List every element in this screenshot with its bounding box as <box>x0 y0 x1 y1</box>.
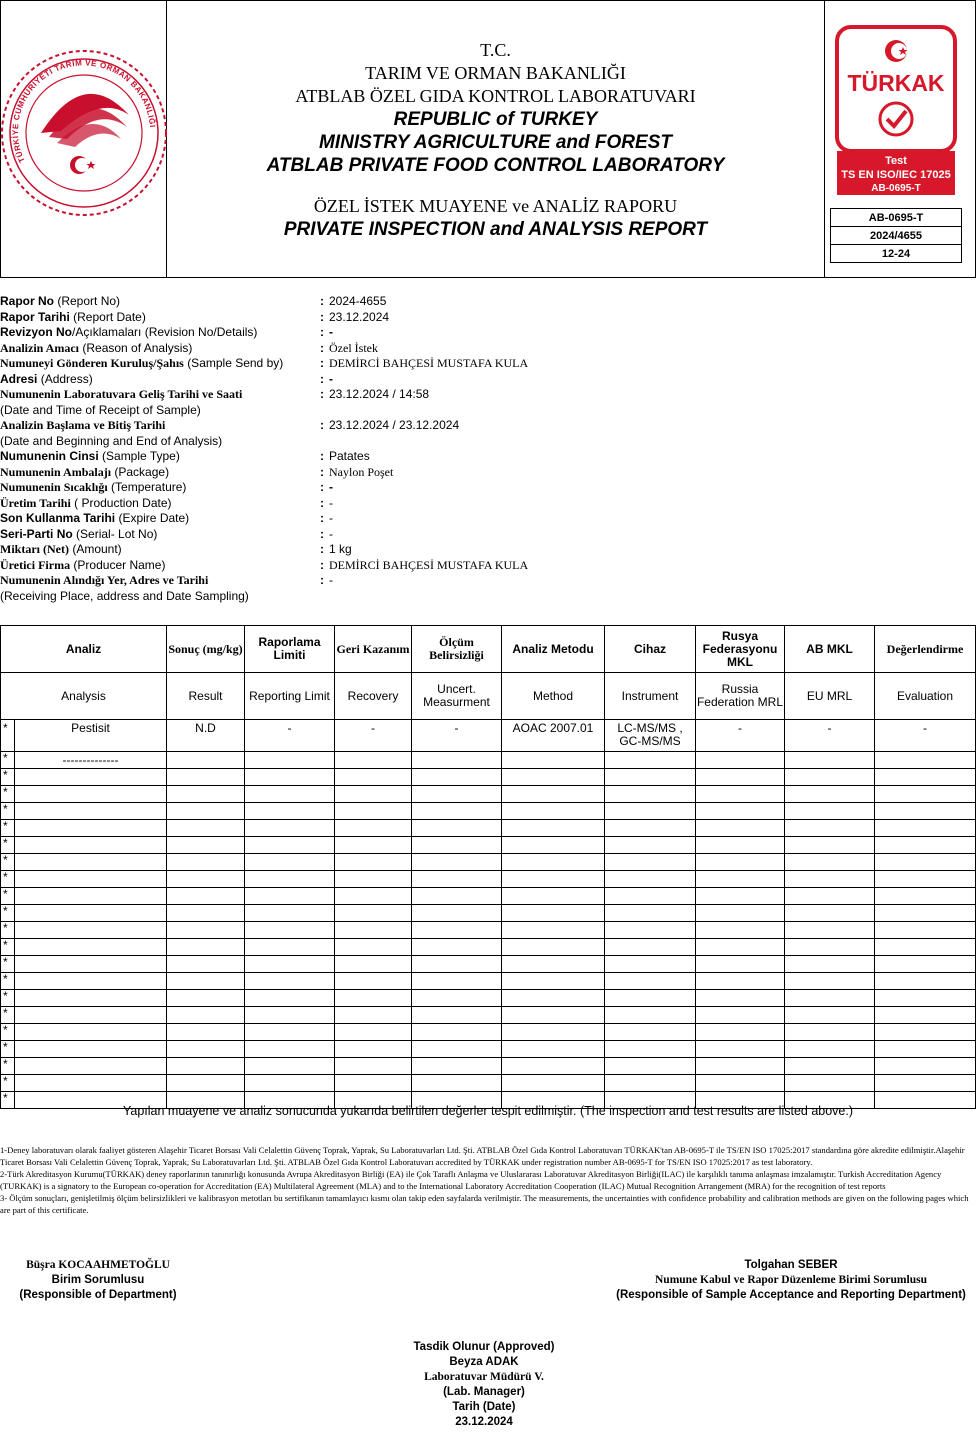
row-marker: * <box>1 820 15 837</box>
row-marker: * <box>1 1007 15 1024</box>
info-label-tr: Analizin Başlama ve Bitiş Tarihi <box>0 418 166 432</box>
col-analysis-en: Analysis <box>1 673 167 720</box>
info-row-package: Numunenin Ambalajı (Package) : Naylon Poşet <box>0 464 394 479</box>
turkak-standard: TS EN ISO/IEC 17025 <box>841 169 951 181</box>
info-label-en: (Report Date) <box>73 309 146 324</box>
signature-reporting <box>600 1258 976 1303</box>
cell-eu-mrl: - <box>785 720 875 752</box>
signature-department <box>0 1258 196 1303</box>
info-value: DEMİRCİ BAHÇESİ MUSTAFA KULA <box>329 356 529 370</box>
table-row <box>1 922 976 939</box>
row-marker: * <box>1 786 15 803</box>
info-row-producer: Üretici Firma (Producer Name) : DEMİRCİ BAHÇESİ MUSTAFA KULA <box>0 557 529 572</box>
col-result-tr: Sonuç (mg/kg) <box>167 626 245 673</box>
cell-limit: - <box>245 720 335 752</box>
signature-approval <box>360 1340 608 1430</box>
info-label-tr: Revizyon No <box>0 325 73 339</box>
col-recovery-en: Recovery <box>335 673 412 720</box>
report-header <box>0 0 976 278</box>
ref-period: 12-24 <box>831 245 962 263</box>
info-value: Özel İstek <box>329 340 378 355</box>
info-label-tr: Rapor No <box>0 294 54 308</box>
col-evaluation-en: Evaluation <box>875 673 976 720</box>
info-row-sender: Numuneyi Gönderen Kuruluş/Şahıs (Sample Send by) : DEMİRCİ BAHÇESİ MUSTAFA KULA <box>0 356 529 370</box>
turkak-test: Test <box>885 155 907 167</box>
info-label-en: (Package) <box>114 464 170 479</box>
row-marker: * <box>1 939 15 956</box>
results-table <box>0 625 976 1109</box>
signer-role-en: (Responsible of Department) <box>19 1289 177 1301</box>
report-title-tr: ÖZEL İSTEK MUAYENE ve ANALİZ RAPORU <box>313 196 678 216</box>
cell-recovery: - <box>335 720 412 752</box>
info-value: - <box>329 573 333 587</box>
info-label-tr: Seri-Parti No <box>0 526 73 541</box>
info-row-report-date: Rapor Tarihi (Report Date) : 23.12.2024 <box>0 309 390 324</box>
info-label-tr: Üretici Firma <box>0 557 71 572</box>
col-recovery-tr: Geri Kazanım <box>335 626 412 673</box>
info-label-en: (Amount) <box>72 542 122 556</box>
info-value: - <box>329 480 333 494</box>
table-row <box>1 973 976 990</box>
table-row <box>1 786 976 803</box>
table-row <box>1 871 976 888</box>
turkak-logo-icon <box>835 25 957 197</box>
sample-info <box>0 294 976 604</box>
table-row <box>1 1058 976 1075</box>
info-label-en: (Expire Date) <box>118 511 190 525</box>
info-label-en: (Reason of Analysis) <box>82 340 193 355</box>
col-limit-en: Reporting Limit <box>245 673 335 720</box>
institution-titles <box>167 39 824 241</box>
turkak-name: TÜRKAK <box>847 70 945 96</box>
info-label-tr: Numunenin Cinsi <box>0 449 99 463</box>
signer-name: Tolgahan SEBER <box>744 1259 838 1271</box>
title-en-2: MINISTRY AGRICULTURE and FOREST <box>319 132 672 153</box>
cell-analysis: Pestisit <box>15 720 167 752</box>
table-row <box>1 1075 976 1092</box>
ref-report-no: 2024/4655 <box>831 227 962 245</box>
title-en-3: ATBLAB PRIVATE FOOD CONTROL LABORATORY <box>266 155 725 176</box>
col-uncertainty-en: Uncert. Measurment <box>412 673 502 720</box>
row-marker: * <box>1 1075 15 1092</box>
info-value: Naylon Poşet <box>329 464 394 479</box>
info-label-tr: Üretim Tarihi <box>0 495 71 510</box>
info-label-en: (Temperature) <box>111 480 187 494</box>
info-value: - <box>329 371 333 386</box>
results-statement: Yapılan muayene ve analiz sonucunda yukarıda belirtilen değerler tespit edilmiştir. (The inspection and test results are listed above.) <box>122 1104 854 1118</box>
info-row-receipt: Numunenin Laboratuvara Geliş Tarihi ve Saati (Date and Time of Receipt of Sample) : 23.12.2024 / 14:58 <box>0 387 430 417</box>
info-label-en: (Sample Send by) <box>187 356 284 370</box>
table-row <box>1 769 976 786</box>
title-en-1: REPUBLIC of TURKEY <box>393 109 598 130</box>
info-label-en: (Address) <box>40 371 93 386</box>
info-label-tr: Rapor Tarihi <box>0 309 70 324</box>
emblem-ring-text: TÜRKİYE CUMHURİYETİ TARIM VE ORMAN BAKANLIĞI <box>10 58 157 165</box>
table-row <box>1 820 976 837</box>
title-tr-2: TARIM VE ORMAN BAKANLIĞI <box>365 63 626 83</box>
cell-uncertainty: - <box>412 720 502 752</box>
info-label-tr: Analizin Amacı <box>0 340 80 355</box>
col-russia-mrl-tr: Rusya Federasyonu MKL <box>696 626 785 673</box>
info-label-en: (Sample Type) <box>102 449 180 463</box>
info-value: - <box>329 526 333 541</box>
info-label-tr: Numunenin Ambalajı <box>0 464 112 479</box>
info-row-reason: Analizin Amacı (Reason of Analysis) : Özel İstek <box>0 340 378 355</box>
cell-analysis: -------------- <box>15 752 167 769</box>
info-row-production-date: Üretim Tarihi ( Production Date) : - <box>0 495 333 510</box>
info-value: DEMİRCİ BAHÇESİ MUSTAFA KULA <box>329 557 529 572</box>
cell-method: AOAC 2007.01 <box>502 720 605 752</box>
signer-role-en: (Responsible of Sample Acceptance and Reporting Department) <box>616 1289 966 1301</box>
col-russia-mrl-en: Russia Federation MRL <box>696 673 785 720</box>
ministry-emblem-icon <box>1 45 167 221</box>
info-row-address: Adresi (Address) : - <box>0 371 333 386</box>
info-value: 23.12.2024 <box>329 309 390 324</box>
row-marker: * <box>1 752 15 769</box>
col-eu-mrl-en: EU MRL <box>785 673 875 720</box>
info-value: 1 kg <box>329 542 352 556</box>
info-label-en: (Serial- Lot No) <box>76 526 158 541</box>
accreditation-notes <box>0 1144 972 1216</box>
info-label-en: (Date and Beginning and End of Analysis) <box>0 433 223 448</box>
info-value: 23.12.2024 / 14:58 <box>329 387 430 401</box>
info-row-amount: Miktarı (Net) (Amount) : 1 kg <box>0 542 352 556</box>
table-row <box>1 720 976 752</box>
row-marker: * <box>1 1058 15 1075</box>
ref-accreditation-no: AB-0695-T <box>831 209 962 227</box>
table-row <box>1 1041 976 1058</box>
info-label-tr: Numuneyi Gönderen Kuruluş/Şahıs <box>0 356 184 370</box>
row-marker: * <box>1 956 15 973</box>
row-marker: * <box>1 871 15 888</box>
header-row-tr <box>1 626 976 673</box>
row-marker: * <box>1 1024 15 1041</box>
row-marker: * <box>1 888 15 905</box>
col-method-en: Method <box>502 673 605 720</box>
table-row <box>1 837 976 854</box>
info-value: - <box>329 511 333 525</box>
row-marker: * <box>1 720 15 752</box>
info-label-en: ( Production Date) <box>74 495 172 510</box>
col-uncertainty-tr: Ölçüm Belirsizliği <box>412 626 502 673</box>
note-1: 1-Deney laboratuvarı olarak faaliyet gösteren Alaşehir Ticaret Borsası Vali Celalettin Güvenç Toprak, Yaprak, Su Laboratuvarları Ltd. Şti. ATBLAB Özel Gıda Kontrol Laboratuvarı TÜRKAK'tan AB-0695-T ile TS/EN ISO 17025:2017 standardına göre akredite edilmiştir.Alaşehir Ticaret Borsası Vali Celalettin Güvenç Toprak, Yaprak, Su Laboratuvarları Ltd. Şti. ATBLAB Özel Gıda Kontrol Laboratuvarı accredited by TÜRKAK under registration number AB-0695-T for TS/EN ISO 17025:2017 as test laboratory. <box>0 1145 965 1167</box>
signer-role: Numune Kabul ve Rapor Düzenleme Birimi Sorumlusu <box>655 1274 927 1286</box>
info-row-sample-type: Numunenin Cinsi (Sample Type) : Patates <box>0 449 370 463</box>
reference-box <box>830 208 962 263</box>
row-marker: * <box>1 990 15 1007</box>
row-marker: * <box>1 854 15 871</box>
cell-russia-mrl: - <box>696 720 785 752</box>
row-marker: * <box>1 922 15 939</box>
turkak-code: AB-0695-T <box>871 183 921 194</box>
info-row-revision: Revizyon No/Açıklamaları (Revision No/Details) : - <box>0 325 333 339</box>
info-row-lot-no: Seri-Parti No (Serial- Lot No) : - <box>0 526 333 541</box>
info-label-en: (Receiving Place, address and Date Sampling) <box>0 588 249 603</box>
signer-name: Beyza ADAK <box>449 1356 519 1368</box>
approval-label: Tasdik Olunur (Approved) <box>413 1341 555 1353</box>
row-marker: * <box>1 905 15 922</box>
row-marker: * <box>1 1092 15 1109</box>
table-row <box>1 905 976 922</box>
info-row-receiving-place: Numunenin Alındığı Yer, Adres ve Tarihi (Receiving Place, address and Date Sampling) : - <box>0 573 333 603</box>
table-row <box>1 854 976 871</box>
table-row <box>1 939 976 956</box>
info-label-tr: Numunenin Sıcaklığı <box>0 480 108 494</box>
col-result-en: Result <box>167 673 245 720</box>
table-row <box>1 1007 976 1024</box>
date-label: Tarih (Date) <box>452 1401 516 1413</box>
info-row-analysis-dates: Analizin Başlama ve Bitiş Tarihi (Date and Beginning and End of Analysis) : 23.12.2024 / 23.12.2024 <box>0 418 460 448</box>
note-3: 3- Ölçüm sonuçları, genişletilmiş ölçüm belirsizlikleri ve kalibrasyon metotları bu sertifikanın tamamlayıcı kısmı olan takip eden sayfalarda verilmiştir. The measurements, the uncertainties with confidence probability and calibration methods are given on the following pages which are part of this certificate. <box>0 1193 969 1215</box>
info-label-en: /Açıklamaları (Revision No/Details) <box>72 325 258 339</box>
info-label-en: (Date and Time of Receipt of Sample) <box>0 402 201 417</box>
empty-rows <box>1 769 976 1109</box>
signer-role-en: (Lab. Manager) <box>443 1386 525 1398</box>
table-row <box>1 752 976 769</box>
row-marker: * <box>1 973 15 990</box>
signer-role: Birim Sorumlusu <box>51 1274 145 1286</box>
col-evaluation-tr: Değerlendirme <box>875 626 976 673</box>
table-row <box>1 888 976 905</box>
row-marker: * <box>1 803 15 820</box>
info-label-tr: Numunenin Laboratuvara Geliş Tarihi ve Saati <box>0 387 243 401</box>
signer-name: Büşra KOCAAHMETOĞLU <box>26 1259 170 1271</box>
info-label-tr: Adresi <box>0 371 38 386</box>
info-row-expire-date: Son Kullanma Tarihi (Expire Date) : - <box>0 511 333 525</box>
header-row-en <box>1 673 976 720</box>
col-method-tr: Analiz Metodu <box>502 626 605 673</box>
cell-evaluation: - <box>875 720 976 752</box>
info-label-tr: Son Kullanma Tarihi <box>0 511 116 525</box>
info-value: - <box>329 325 333 339</box>
table-row <box>1 1024 976 1041</box>
info-row-report-no: Rapor No (Report No) : 2024-4655 <box>0 294 387 308</box>
col-analysis-tr: Analiz <box>1 626 167 673</box>
signer-role: Laboratuvar Müdürü V. <box>424 1371 544 1383</box>
info-value: Patates <box>329 449 370 463</box>
report-title-en: PRIVATE INSPECTION and ANALYSIS REPORT <box>283 219 708 240</box>
info-label-en: (Report No) <box>57 294 121 308</box>
row-marker: * <box>1 837 15 854</box>
info-label-tr: Numunenin Alındığı Yer, Adres ve Tarihi <box>0 573 209 587</box>
info-value: - <box>329 495 333 510</box>
table-row <box>1 956 976 973</box>
row-marker: * <box>1 1041 15 1058</box>
table-row <box>1 803 976 820</box>
info-label-en: (Producer Name) <box>73 557 166 572</box>
approval-date: 23.12.2024 <box>455 1416 513 1428</box>
row-marker: * <box>1 769 15 786</box>
title-tr-3: ATBLAB ÖZEL GIDA KONTROL LABORATUVARI <box>295 86 696 106</box>
col-eu-mrl-tr: AB MKL <box>785 626 875 673</box>
info-value: 23.12.2024 / 23.12.2024 <box>329 418 460 432</box>
cell-instrument: LC-MS/MS , GC-MS/MS <box>605 720 696 752</box>
info-value: 2024-4655 <box>329 294 387 308</box>
col-limit-tr: Raporlama Limiti <box>245 626 335 673</box>
cell-result: N.D <box>167 720 245 752</box>
table-row <box>1 990 976 1007</box>
info-label-tr: Miktarı (Net) <box>0 542 69 556</box>
note-2: 2-Türk Akreditasyon Kurumu(TÜRKAK) deney raporlarının tanınırlığı konusunda Avrupa Akreditasyon Birliği (EA) ile Çok Taraflı Anlaşma ve Uluslararası Laboratuvar Akreditasyon Birliği(ILAC) ile karşılıklı tanıma anlaşması imzalamıştır. Turkish Accreditation Agency (TURKAK) is a signatory to the European co-operation for Accreditation (EA) Multilateral Agreement (MLA) and to the International Laboratory Accreditation Cooperation (ILAC) Mutual Recognition Arrangement (MRA) for the recognition of test reports <box>0 1169 942 1191</box>
col-instrument-en: Instrument <box>605 673 696 720</box>
title-tr-1: T.C. <box>480 40 511 60</box>
col-instrument-tr: Cihaz <box>605 626 696 673</box>
info-row-temperature: Numunenin Sıcaklığı (Temperature) : - <box>0 480 333 494</box>
